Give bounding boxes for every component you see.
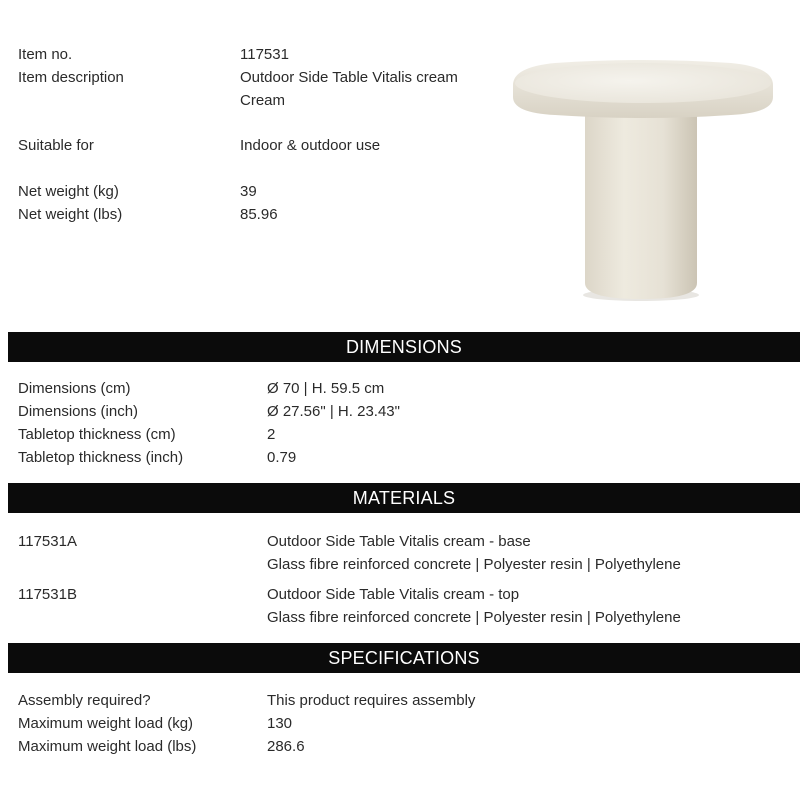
dimension-row-label: Tabletop thickness (inch) xyxy=(18,449,184,466)
material-code: 117531A xyxy=(18,533,77,550)
spec-row-value: 130 xyxy=(267,715,293,732)
dimension-row-value: 2 xyxy=(267,426,276,443)
dimension-row-label: Dimensions (cm) xyxy=(18,380,131,397)
net-weight-lbs-value: 85.96 xyxy=(240,206,278,223)
materials-header xyxy=(8,483,800,513)
net-weight-lbs-label: Net weight (lbs) xyxy=(18,206,123,223)
suitable-for-value: Indoor & outdoor use xyxy=(240,137,381,154)
spec-row-label: Assembly required? xyxy=(18,692,151,709)
net-weight-kg-value: 39 xyxy=(240,183,257,200)
material-composition: Glass fibre reinforced concrete | Polyester resin | Polyethylene xyxy=(267,609,681,626)
dimensions-heading: DIMENSIONS xyxy=(345,337,462,357)
spec-row-label: Maximum weight load (lbs) xyxy=(18,738,197,755)
item-description-line1: Outdoor Side Table Vitalis cream xyxy=(240,69,458,86)
suitable-for-label: Suitable for xyxy=(18,137,94,154)
material-name: Outdoor Side Table Vitalis cream - top xyxy=(267,586,520,603)
dimension-row-value: 0.79 xyxy=(267,449,297,466)
spec-row-value: This product requires assembly xyxy=(267,692,476,709)
item-description-line2: Cream xyxy=(240,92,286,109)
product-image xyxy=(505,55,785,315)
dimension-row-value: Ø 27.56" | H. 23.43" xyxy=(267,403,400,420)
specifications-header xyxy=(8,643,800,673)
side-table-illustration xyxy=(505,55,785,315)
item-description-label: Item description xyxy=(18,69,124,86)
spec-row-value: 286.6 xyxy=(267,738,305,755)
item-no-label: Item no. xyxy=(18,46,73,63)
material-name: Outdoor Side Table Vitalis cream - base xyxy=(267,533,531,550)
dimension-row-label: Dimensions (inch) xyxy=(18,403,139,420)
materials-heading: MATERIALS xyxy=(352,488,456,508)
dimensions-header xyxy=(8,332,800,362)
material-code: 117531B xyxy=(18,586,77,603)
dimension-row-label: Tabletop thickness (cm) xyxy=(18,426,176,443)
material-composition: Glass fibre reinforced concrete | Polyester resin | Polyethylene xyxy=(267,556,681,573)
dimension-row-value: Ø 70 | H. 59.5 cm xyxy=(267,380,385,397)
specifications-heading: SPECIFICATIONS xyxy=(328,648,480,668)
item-no-value: 117531 xyxy=(240,46,289,63)
spec-row-label: Maximum weight load (kg) xyxy=(18,715,194,732)
net-weight-kg-label: Net weight (kg) xyxy=(18,183,119,200)
